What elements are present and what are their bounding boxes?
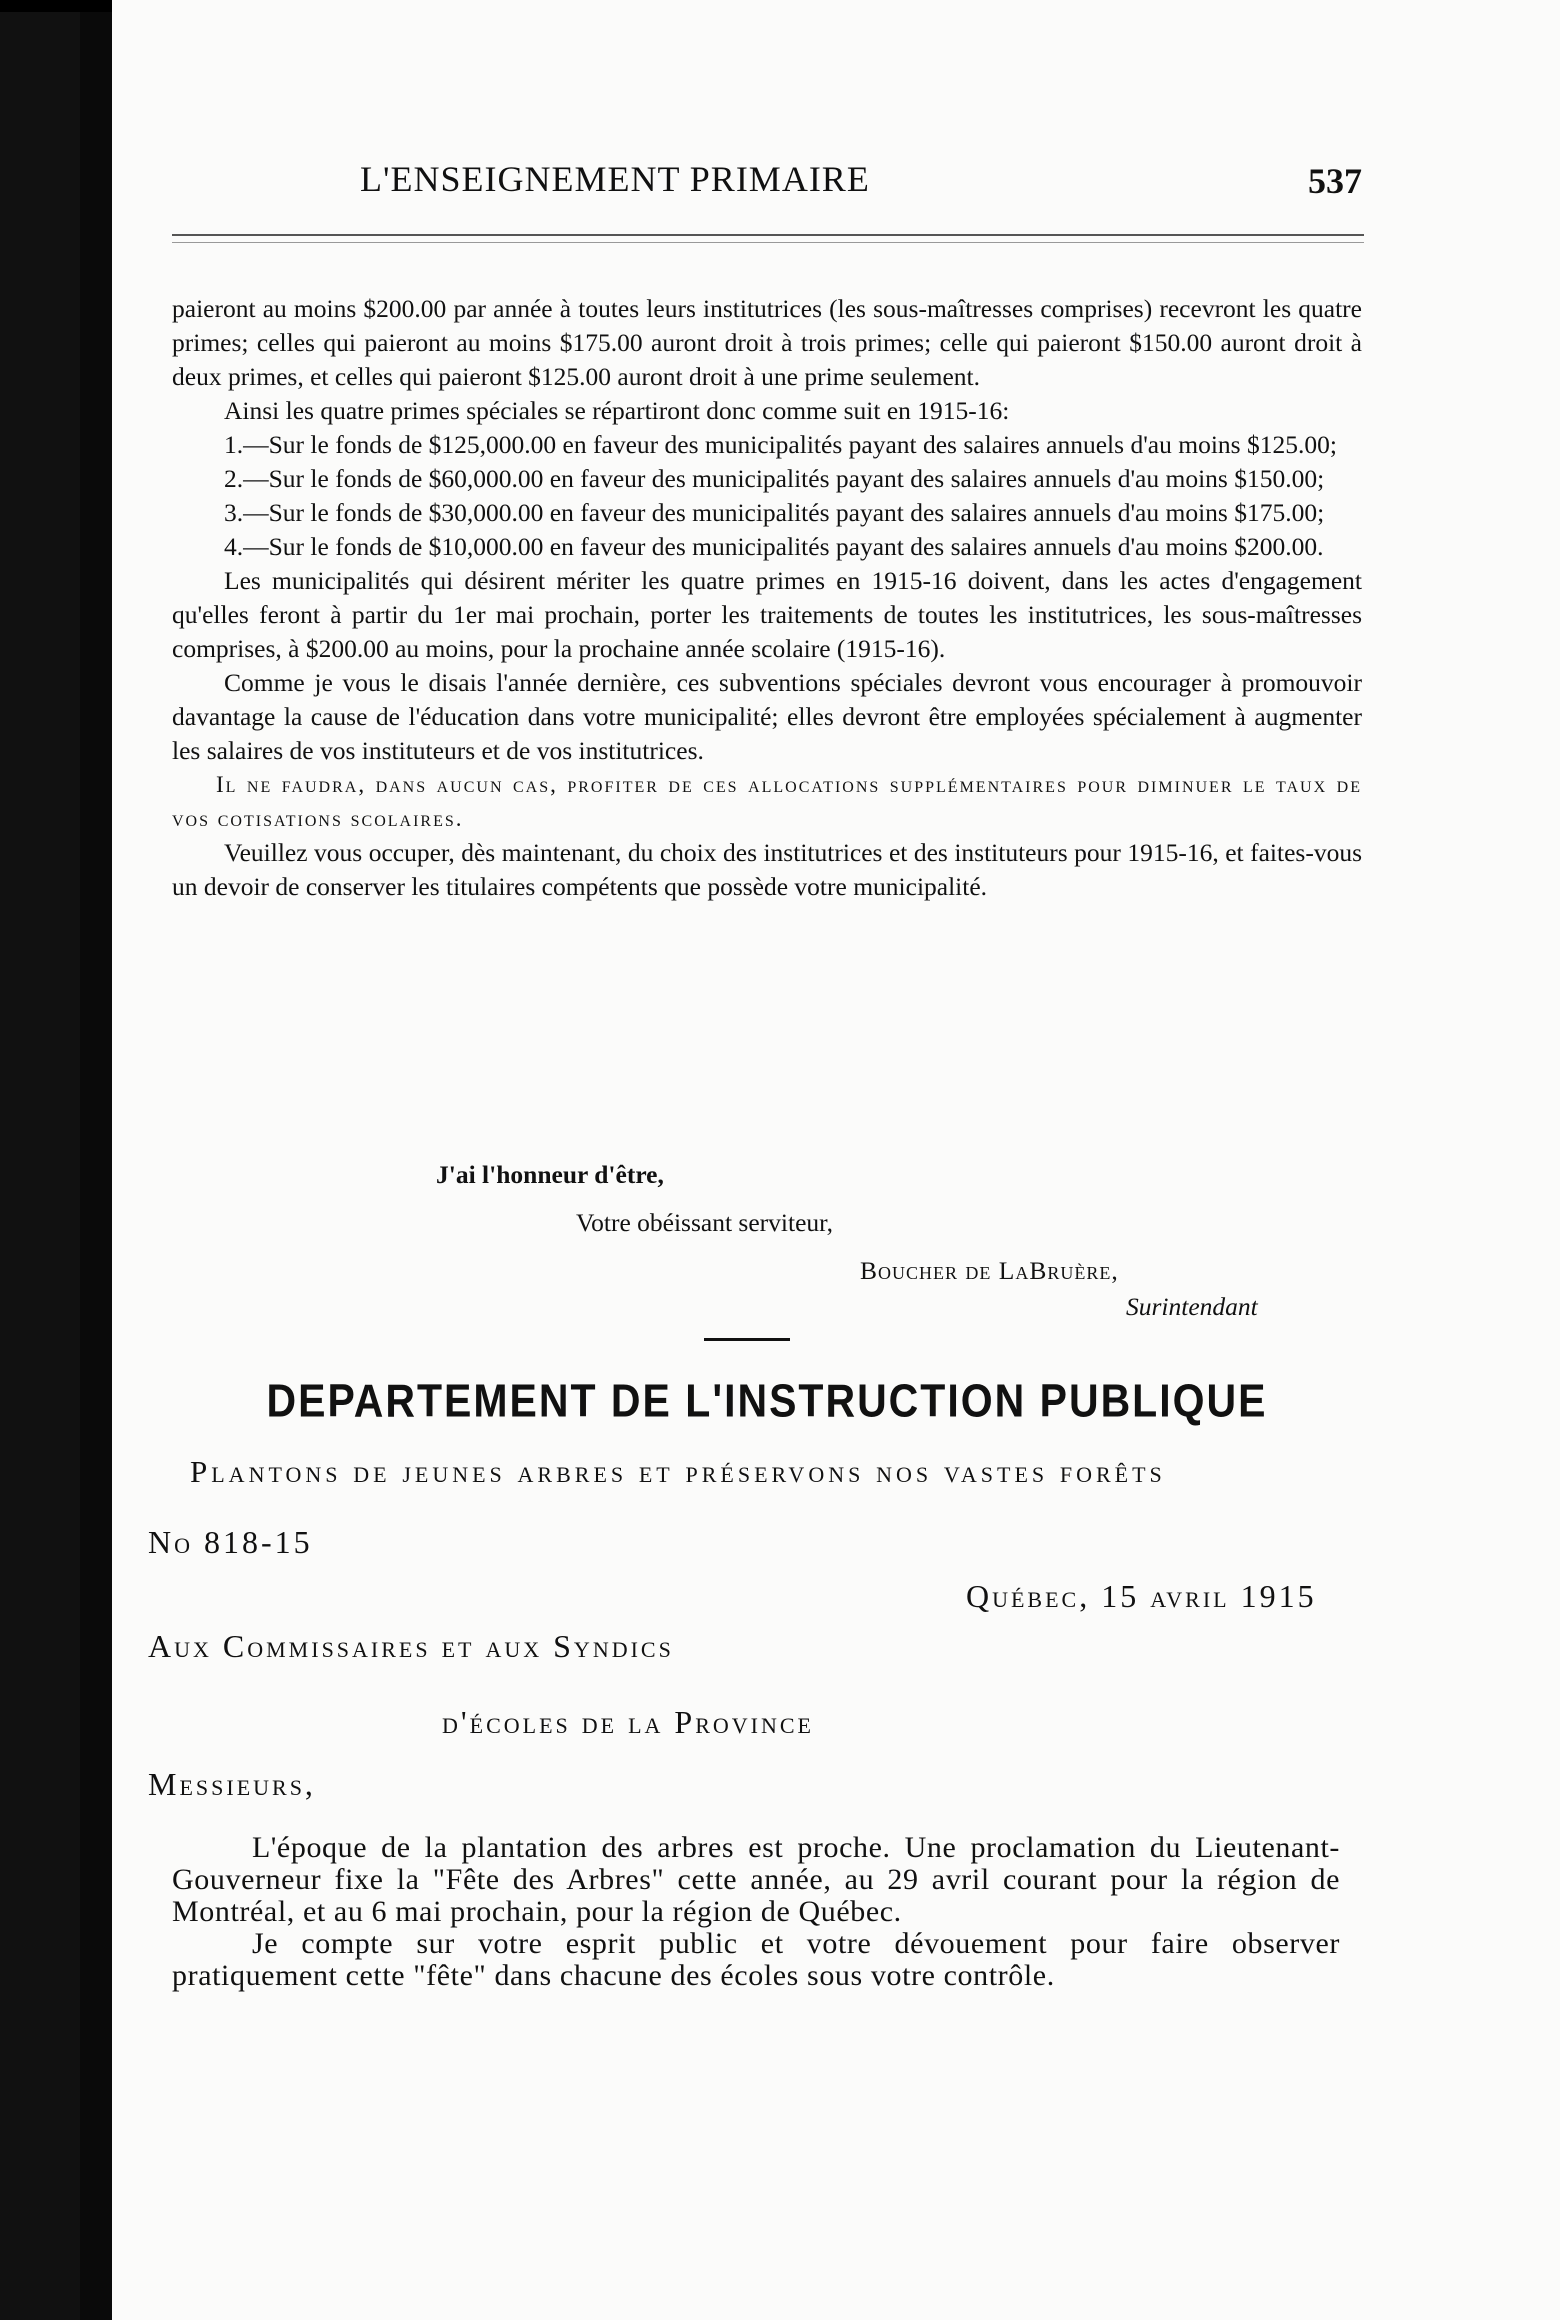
page-number: 537 (1308, 161, 1362, 201)
continuation-paragraph: paieront au moins $200.00 par année à toutes leurs institutrices (les sous-maîtresses comprises) recevront les quatre primes; celles qui paieront au moins $175.00 auront droit à trois primes; celle qui paieront $150.00 auront droit à deux primes, et celles qui paieront $125.00 auront droit à une prime seulement. (172, 294, 1362, 391)
closing-line-2: Votre obéissant serviteur, (576, 1208, 833, 1237)
paragraph-caps-notice: Il ne faudra, dans aucun cas, profiter de ces allocations supplémentaires pour diminuer le taux de vos cotisations scolaires. (172, 772, 1362, 831)
address-line-1: Aux Commissaires et aux Syndics (148, 1628, 674, 1664)
slogan: Plantons de jeunes arbres et préservons nos vastes forêts (190, 1454, 1166, 1489)
paragraph-veuillez: Veuillez vous occuper, dès maintenant, du choix des institutrices et des instituteurs pour 1915-16, et faites-vous un devoir de conserver les titulaires compétents que possède votre municipalité. (172, 838, 1362, 901)
address-line-2: d'écoles de la Province (442, 1704, 814, 1740)
scan-edge (0, 0, 80, 2320)
circular-number: No 818-15 (148, 1524, 313, 1560)
list-item-2: 2.—Sur le fonds de $60,000.00 en faveur des municipalités payant des salaires annuels d'au moins $150.00; (224, 464, 1325, 493)
department-heading: DEPARTEMENT DE L'INSTRUCTION PUBLIQUE (266, 1375, 1268, 1427)
paragraph-comme: Comme je vous le disais l'année dernière, ces subventions spéciales devront vous encourager à promouvoir davantage la cause de l'éducation dans votre municipalité; elles devront être employées spécialement à augmenter les salaires de vos instituteurs et de vos institutrices. (172, 668, 1362, 765)
salutation: Messieurs, (148, 1766, 316, 1802)
letter-paragraph-2: Je compte sur votre esprit public et votre dévouement pour faire observer pratiquement cette "fête" dans chacune des écoles sous votre contrôle. (172, 1927, 1340, 1992)
list-item-3: 3.—Sur le fonds de $30,000.00 en faveur des municipalités payant des salaires annuels d'au moins $175.00; (224, 498, 1325, 527)
letter-body (172, 1832, 1340, 1992)
place-and-date: Québec, 15 avril 1915 (966, 1578, 1317, 1614)
list-intro: Ainsi les quatre primes spéciales se répartiront donc comme suit en 1915-16: (224, 396, 1010, 425)
list-item-4: 4.—Sur le fonds de $10,000.00 en faveur des municipalités payant des salaires annuels d'au moins $200.00. (224, 532, 1324, 561)
book-spine (80, 0, 112, 2320)
circular-body (172, 292, 1362, 904)
signatory-name: Boucher de LaBruère, (860, 1256, 1119, 1285)
paragraph-municipalites: Les municipalités qui désirent mériter les quatre primes en 1915-16 doivent, dans les actes d'engagement qu'elles feront à partir du 1er mai prochain, porter les traitements de toutes les institutrices, les sous-maîtresses comprises, à $200.00 au moins, pour la prochaine année scolaire (1915-16). (172, 566, 1362, 663)
letter-paragraph-1: L'époque de la plantation des arbres est proche. Une proclamation du Lieutenant-Gouverneur fixe la "Fête des Arbres" cette année, au 29 avril courant pour la région de Montréal, et au 6 mai prochain, pour la région de Québec. (172, 1831, 1340, 1928)
header-rule-thin (172, 242, 1364, 243)
signatory-title: Surintendant (1126, 1292, 1258, 1321)
header-rule (172, 234, 1364, 236)
running-title: L'ENSEIGNEMENT PRIMAIRE (360, 159, 870, 199)
document-page (112, 0, 1560, 2320)
section-divider (704, 1338, 790, 1341)
list-item-1: 1.—Sur le fonds de $125,000.00 en faveur des municipalités payant des salaires annuels d'au moins $125.00; (224, 430, 1337, 459)
closing-line-1: J'ai l'honneur d'être, (436, 1160, 664, 1189)
